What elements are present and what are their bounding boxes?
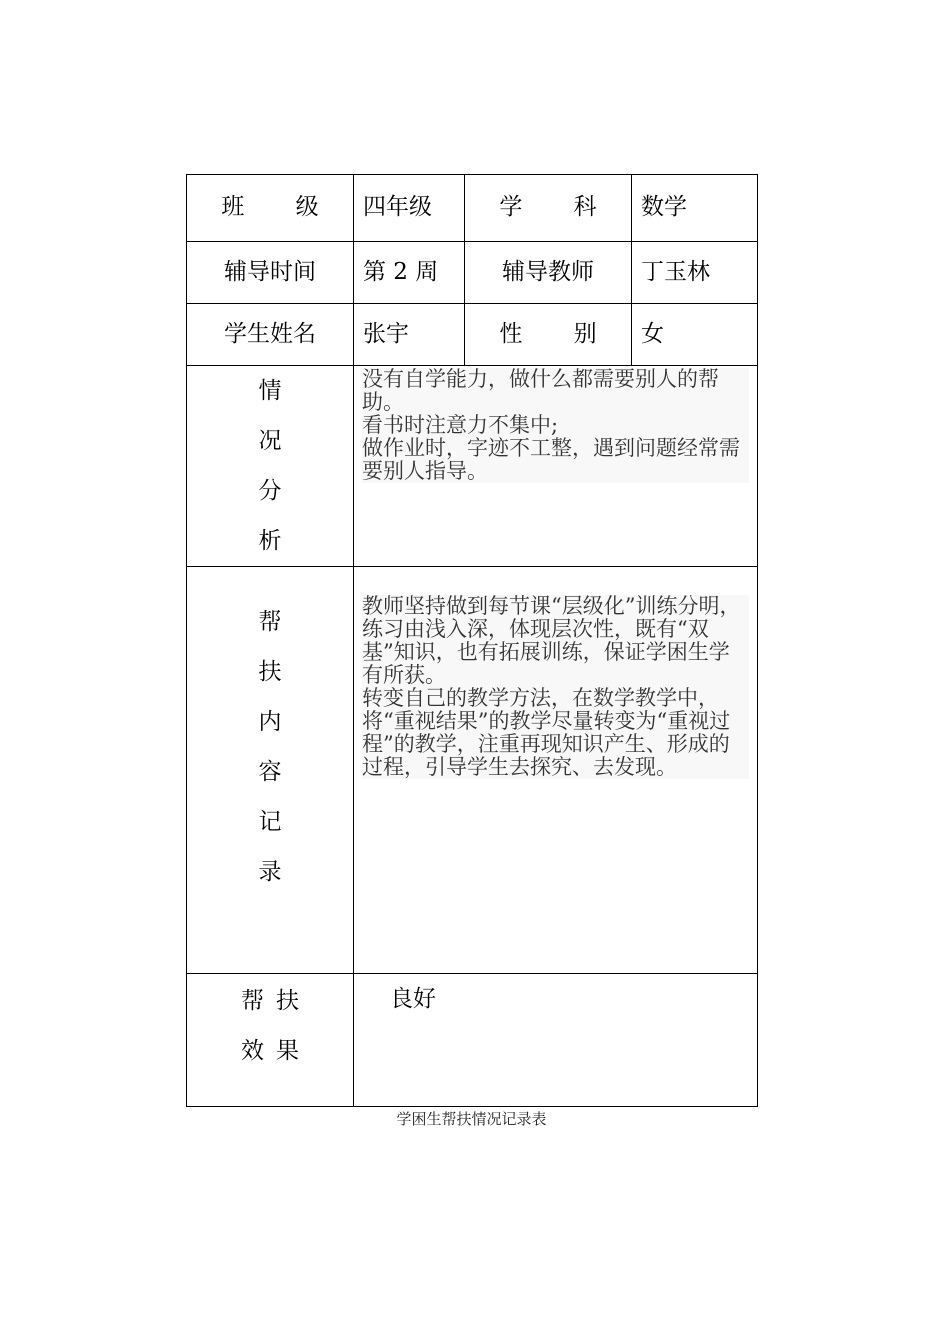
situation-content — [354, 366, 757, 483]
class-value: 四年级 — [354, 175, 465, 242]
help-content — [354, 567, 757, 779]
subject-label-cell — [465, 175, 632, 242]
situation-content-cell — [354, 366, 758, 567]
subject-label: 学 科 — [499, 194, 619, 221]
row-effect — [187, 974, 758, 1107]
help-label-char: 帮 — [258, 609, 282, 635]
help-label-char: 扶 — [258, 659, 282, 685]
row-time — [187, 242, 758, 304]
help-paragraph-2: 转变自己的教学方法，在数学教学中，将“重视结果”的教学尽量转变为“重视过程”的教学，注重再现知识产生、形成的过程，引导学生去探究、去发现。 — [362, 687, 749, 779]
teacher-value: 丁玉林 — [632, 242, 758, 304]
table-caption: 学困生帮扶情况记录表 — [396, 1110, 547, 1128]
row-class — [187, 175, 758, 242]
gender-label-cell — [465, 304, 632, 366]
gender-label: 性 别 — [499, 320, 619, 347]
effect-label-line: 帮扶 — [241, 988, 311, 1014]
help-label-char: 容 — [258, 759, 282, 785]
help-label — [187, 567, 353, 897]
situation-line: 没有自学能力，做什么都需要别人的帮助。 — [362, 368, 749, 414]
situation-label-cell — [187, 366, 354, 567]
situation-line: 做作业时，字迹不工整，遇到问题经常需要别人指导。 — [362, 437, 749, 483]
row-student — [187, 304, 758, 366]
class-label: 班 级 — [221, 194, 341, 221]
row-help — [187, 567, 758, 974]
help-paragraph-1: 教师坚持做到每节课“层级化”训练分明，练习由浅入深，体现层次性，既有“双基”知识，也有拓展训练，保证学困生学有所获。 — [362, 595, 749, 687]
gender-value: 女 — [632, 304, 758, 366]
class-label-cell — [187, 175, 354, 242]
effect-label-cell — [187, 974, 354, 1107]
help-content-cell — [354, 567, 758, 974]
student-value: 张宇 — [354, 304, 465, 366]
situation-label-char: 分 — [258, 478, 282, 504]
teacher-label: 辅导教师 — [465, 242, 632, 304]
student-label: 学生姓名 — [187, 304, 354, 366]
effect-value: 良好 — [354, 974, 758, 1107]
time-label: 辅导时间 — [187, 242, 354, 304]
situation-label-char: 情 — [258, 378, 282, 404]
effect-label-line: 效果 — [241, 1038, 311, 1064]
situation-label-char: 况 — [258, 428, 282, 454]
help-label-cell — [187, 567, 354, 974]
subject-value: 数学 — [632, 175, 758, 242]
time-value: 第 2 周 — [354, 242, 465, 304]
situation-line: 看书时注意力不集中; — [362, 414, 749, 437]
help-label-char: 录 — [258, 859, 282, 885]
help-label-char: 内 — [258, 709, 282, 735]
situation-label-char: 析 — [258, 528, 282, 554]
help-label-char: 记 — [258, 809, 282, 835]
situation-label — [187, 366, 353, 566]
row-situation — [187, 366, 758, 567]
effect-label — [187, 974, 353, 1076]
record-table — [186, 174, 758, 1107]
